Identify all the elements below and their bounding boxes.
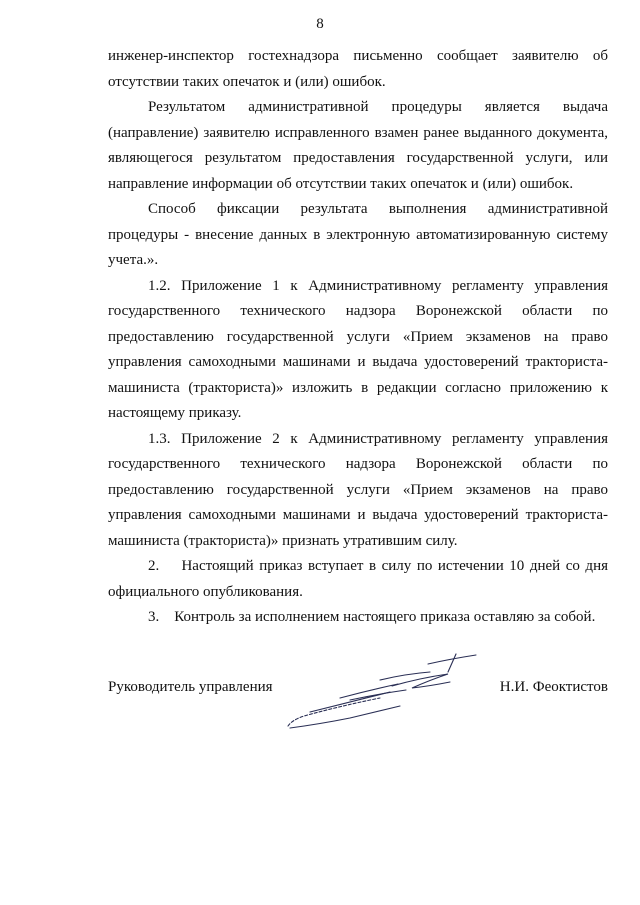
signatory-name: Н.И. Феоктистов (499, 679, 608, 695)
document-body (108, 44, 608, 631)
page-number: 8 (316, 16, 324, 32)
paragraph-item-1-3: 1.3. Приложение 2 к Административному регламенту управления государственного технического надзора Воронежской области по предоставлению государственной услуги «Прием экзаменов на право управления самоходными машинами и выдача удостоверений тракториста-машиниста (тракториста)» признать утратившим силу. (108, 430, 608, 549)
paragraph-item-1-2: 1.2. Приложение 1 к Административному регламенту управления государственного технического надзора Воронежской области по предоставлению государственной услуги «Прием экзаменов на право управления самоходными машинами и выдача удостоверений тракториста-машиниста (тракториста)» изложить в редакции согласно приложению к настоящему приказу. (108, 277, 608, 421)
signatory-position: Руководитель управления (108, 679, 273, 695)
signature-row (108, 679, 608, 709)
paragraph-fixation: Способ фиксации результата выполнения административной процедуры - внесение данных в электронную автоматизированную систему учета.». (108, 201, 608, 268)
paragraph-result: Результатом административной процедуры является выдача (направление) заявителю исправленного взамен ранее выданного документа, являющегося результатом предоставления государственной услуги, или направление информации об отсутствии таких опечаток и (или) ошибок. (108, 99, 608, 192)
paragraph-continuation: инженер-инспектор гостехнадзора письменно сообщает заявителю об отсутствии таких опечаток и (или) ошибок. (108, 48, 608, 90)
paragraph-item-3: 3. Контроль за исполнением настоящего приказа оставляю за собой. (148, 609, 596, 625)
paragraph-item-2: 2. Настоящий приказ вступает в силу по истечении 10 дней со дня официального опубликования. (108, 558, 608, 600)
